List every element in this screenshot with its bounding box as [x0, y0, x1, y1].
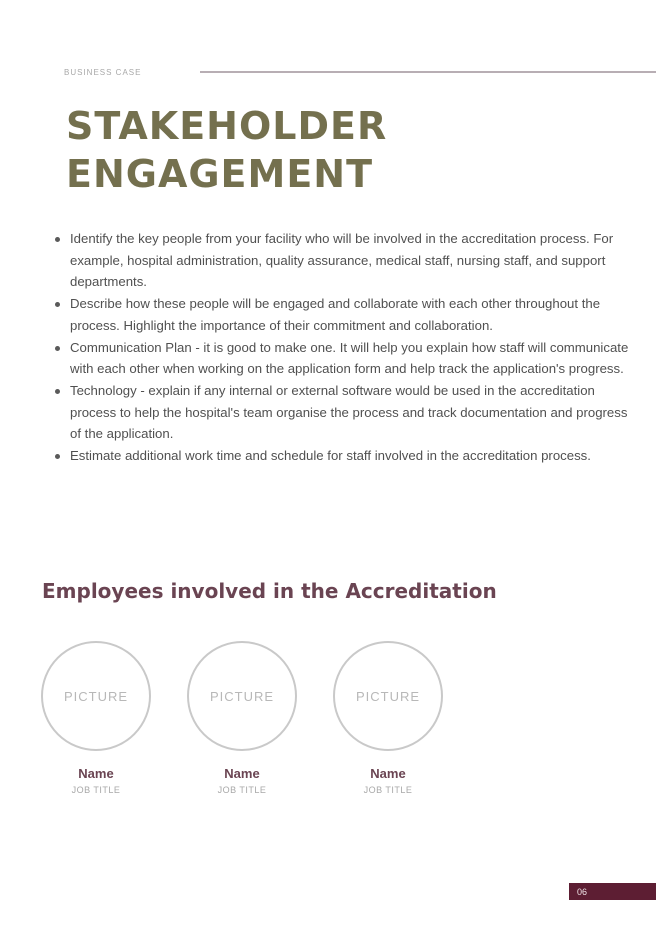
picture-label: PICTURE — [63, 688, 129, 704]
list-item: Describe how these people will be engaged and collaborate with each other throughout the process. Highlight the importance of their commitment and collaboration. — [70, 293, 636, 336]
employee-job-title: JOB TITLE — [71, 785, 121, 795]
list-item: Technology - explain if any internal or external software would be used in the accreditation process to help the hospital's team organise the process and track documentation and progress of the application. — [70, 380, 636, 445]
employee-card — [187, 641, 297, 797]
picture-placeholder — [187, 641, 297, 751]
header-row — [64, 66, 656, 78]
page-number: 06 — [577, 886, 588, 897]
section-kicker: BUSINESS CASE — [64, 67, 142, 77]
picture-label: PICTURE — [209, 688, 275, 704]
page-number-tab — [569, 883, 656, 900]
employee-card — [333, 641, 443, 797]
picture-label: PICTURE — [355, 688, 421, 704]
list-item: Estimate additional work time and schedule for staff involved in the accreditation process. — [70, 445, 636, 467]
list-item: Identify the key people from your facility who will be involved in the accreditation process. For example, hospital administration, quality assurance, medical staff, nursing staff, and support departments. — [70, 228, 636, 293]
employee-job-title: JOB TITLE — [363, 785, 413, 795]
picture-placeholder — [41, 641, 151, 751]
header-rule — [200, 71, 656, 73]
picture-placeholder — [333, 641, 443, 751]
list-item: Communication Plan - it is good to make one. It will help you explain how staff will communicate with each other when working on the application form and help track the application's progress. — [70, 337, 636, 380]
employee-name: Name — [224, 766, 260, 781]
employee-card — [41, 641, 151, 797]
guidance-list — [50, 228, 636, 467]
employee-job-title: JOB TITLE — [217, 785, 267, 795]
employees-heading: Employees involved in the Accreditation — [42, 579, 497, 603]
employee-name: Name — [370, 766, 406, 781]
page-title — [66, 102, 546, 198]
page-title-line-2: ENGAGEMENT — [66, 152, 374, 196]
employee-name: Name — [78, 766, 114, 781]
page-title-line-1: STAKEHOLDER — [66, 104, 388, 148]
